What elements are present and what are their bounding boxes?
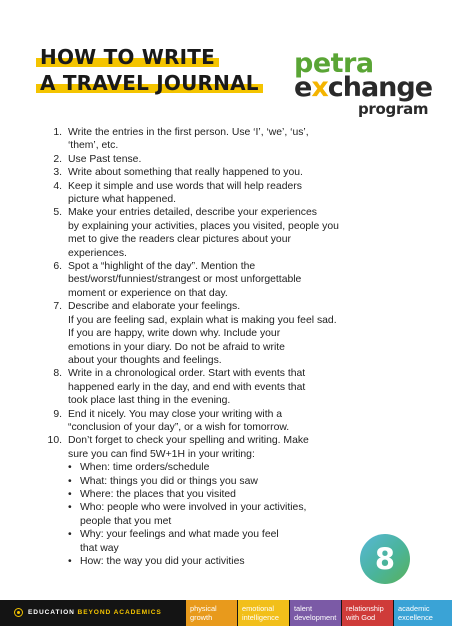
bullet-items — [44, 461, 374, 568]
list-item-number: 2. — [53, 153, 62, 165]
text-line: When: time orders/schedule — [80, 462, 210, 474]
text-line: Spot a “highlight of the day”. Mention the — [68, 261, 256, 273]
logo-word-petra: petra — [294, 48, 374, 79]
text-line: If you are feeling sad, explain what is making you feel sad. — [68, 314, 337, 326]
list-item-number: 9. — [53, 408, 62, 420]
bullet-text — [80, 528, 374, 555]
tile-line: emotional — [242, 604, 275, 613]
brand-text-education: EDUCATION — [28, 609, 75, 616]
text-line: happened early in the day, and end with events that — [68, 381, 306, 393]
bullet-text — [80, 501, 374, 528]
brand-text — [28, 609, 162, 616]
text-line: How: the way you did your activities — [80, 556, 245, 567]
text-line: Who: people who were involved in your activities, — [80, 502, 307, 514]
page-title — [40, 46, 259, 98]
list-item-text — [68, 206, 374, 260]
text-line: Describe and elaborate your feelings. — [68, 301, 241, 313]
bullet-text — [80, 555, 374, 568]
list-item-text — [68, 260, 374, 300]
list-item-text — [68, 300, 374, 367]
tile-line: excellence — [398, 613, 433, 622]
list-item — [44, 408, 374, 435]
list-item-text — [68, 367, 374, 407]
list-item-text — [68, 180, 374, 207]
bullet-text — [80, 475, 374, 488]
tile-line: intelligence — [242, 613, 279, 622]
bullet-item — [68, 461, 374, 474]
footer-tile-physical-growth — [186, 600, 237, 626]
tile-line: growth — [190, 613, 213, 622]
tile-line: talent — [294, 604, 313, 613]
text-line: Where: the places that you visited — [80, 488, 236, 500]
tile-line: relationship — [346, 604, 384, 613]
bullet-icon: • — [68, 556, 72, 567]
numbered-items — [44, 126, 374, 461]
list-item — [44, 260, 374, 300]
tile-line: academic — [398, 604, 430, 613]
bullet-item — [68, 555, 374, 568]
bullet-item — [68, 501, 374, 528]
petra-exchange-logo — [291, 48, 433, 118]
text-line: emotions in your diary. Do not be afraid to write — [68, 341, 285, 353]
text-line: best/worst/funniest/strangest or most unforgettable — [68, 274, 302, 286]
list-item-number: 7. — [53, 301, 62, 313]
text-line: Why: your feelings and what made you feel — [80, 529, 279, 541]
text-line: Write the entries in the first person. Use ‘I’, ‘we’, ‘us’, — [68, 127, 309, 138]
text-line: moment or experience on that day. — [68, 287, 228, 299]
text-line: picture what happened. — [68, 194, 177, 206]
list-item-number: 5. — [53, 207, 62, 219]
tile-line: physical — [190, 604, 217, 613]
text-line: “conclusion of your day”, or a wish for tomorrow. — [68, 421, 290, 433]
text-line: experiences. — [68, 247, 127, 259]
list-item-text — [68, 166, 374, 179]
list-item — [44, 153, 374, 166]
text-line: What: things you did or things you saw — [80, 475, 258, 487]
list-item-number: 1. — [53, 127, 62, 138]
bullet-text — [80, 461, 374, 474]
page-number-badge: 8 — [360, 534, 410, 584]
list-item-text — [68, 126, 374, 153]
bullet-item — [68, 528, 374, 555]
list-item-number: 10. — [47, 435, 62, 447]
list-item-number: 3. — [53, 167, 62, 179]
title-line-2: A TRAVEL JOURNAL — [40, 71, 259, 95]
bullet-icon: • — [68, 529, 72, 541]
brand-circle-icon — [14, 608, 23, 617]
bullet-icon: • — [68, 502, 72, 514]
text-line: Write in a chronological order. Start with events that — [68, 368, 306, 380]
bullet-icon: • — [68, 475, 72, 487]
text-line: people that you met — [80, 515, 172, 527]
logo-letter-e: e — [294, 72, 312, 103]
list-item-number: 4. — [53, 180, 62, 192]
title-line-1: HOW TO WRITE — [40, 45, 215, 69]
list-item — [44, 206, 374, 260]
text-line: End it nicely. You may close your writing with a — [68, 408, 283, 420]
text-line: about your thoughts and feelings. — [68, 354, 222, 366]
text-line: Keep it simple and use words that will help readers — [68, 180, 302, 192]
list-item — [44, 180, 374, 207]
logo-word-program: program — [358, 100, 429, 118]
list-item-text — [68, 434, 374, 461]
bullet-item — [68, 475, 374, 488]
footer-tile-emotional-intelligence — [238, 600, 289, 626]
list-item — [44, 367, 374, 407]
footer-tile-academic-excellence — [394, 600, 452, 626]
logo-word-change: change — [327, 72, 433, 103]
text-line: Don’t forget to check your spelling and writing. Make — [68, 435, 309, 447]
logo-word-exchange — [294, 72, 432, 103]
footer-tile-talent-development — [290, 600, 341, 626]
bullet-icon: • — [68, 488, 72, 500]
text-line: took place last thing in the evening. — [68, 395, 231, 407]
list-item — [44, 166, 374, 179]
bullet-icon: • — [68, 462, 72, 474]
tips-list — [44, 126, 374, 568]
list-item — [44, 300, 374, 367]
tile-line: development — [294, 613, 337, 622]
text-line: Use Past tense. — [68, 153, 142, 165]
bullet-item — [68, 488, 374, 501]
bullet-text — [80, 488, 374, 501]
footer-tile-relationship-with-god — [342, 600, 393, 626]
list-item — [44, 434, 374, 461]
text-line: If you are happy, write down why. Include your — [68, 328, 281, 340]
logo-letter-x: x — [311, 72, 328, 103]
footer-brand — [14, 608, 162, 617]
list-item-number: 8. — [53, 368, 62, 380]
list-item-text — [68, 408, 374, 435]
text-line: Write about something that really happened to you. — [68, 167, 303, 179]
text-line: Make your entries detailed, describe your experiences — [68, 207, 317, 219]
list-item-number: 6. — [53, 261, 62, 273]
text-line: sure you can find 5W+1H in your writing: — [68, 448, 255, 460]
tile-line: with God — [346, 613, 376, 622]
text-line: met to give the readers clear pictures about your — [68, 234, 291, 246]
brand-text-beyond-academics: BEYOND ACADEMICS — [77, 609, 162, 616]
list-item — [44, 126, 374, 153]
text-line: ‘them’, etc. — [68, 140, 119, 152]
text-line: that way — [80, 542, 119, 554]
text-line: by explaining your activities, places you visited, people you — [68, 220, 339, 232]
list-item-text — [68, 153, 374, 166]
